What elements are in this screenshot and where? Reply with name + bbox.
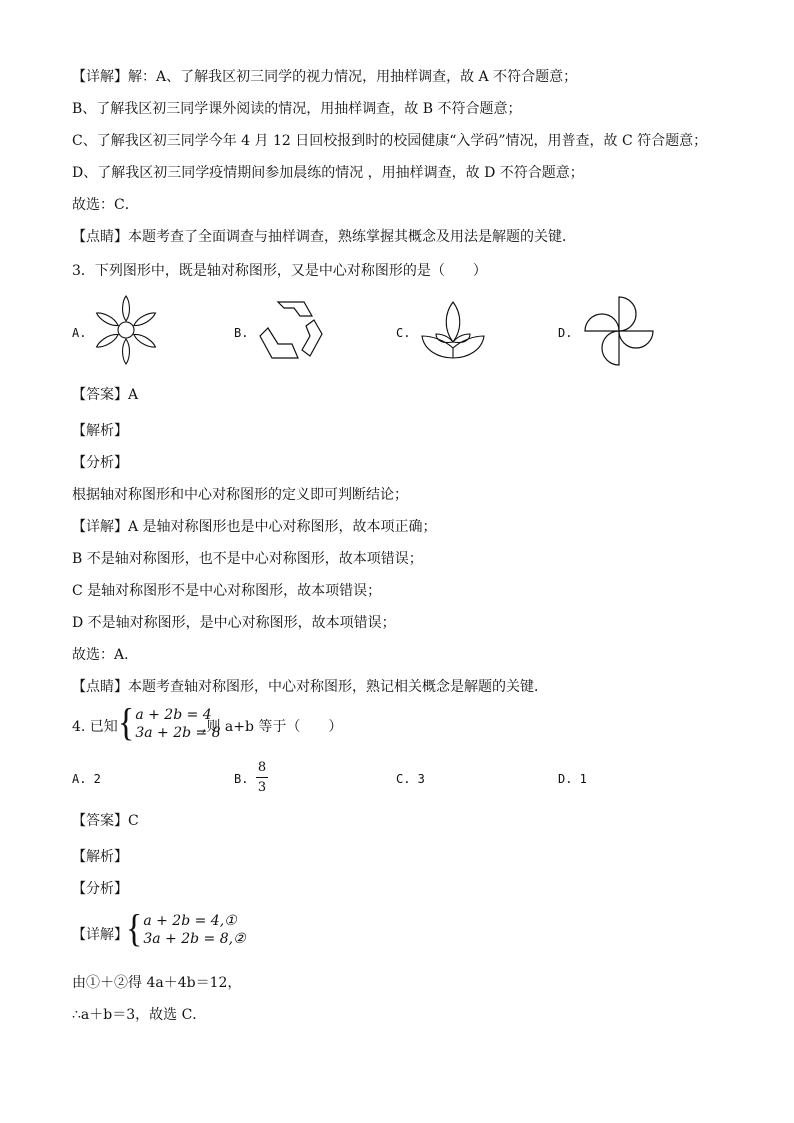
q4-option-b-fraction xyxy=(256,760,268,795)
q4-option-c: C. 3 xyxy=(396,772,425,786)
lotus-icon xyxy=(418,296,488,362)
q4-detail-label: 【详解】 xyxy=(72,927,128,943)
q3-option-a-label: A. xyxy=(72,326,87,340)
q3-choice: 故选：A． xyxy=(72,647,139,663)
fraction-bar xyxy=(256,777,268,778)
q3-detail-d: D 不是轴对称图形，是中心对称图形，故本项错误； xyxy=(72,615,396,631)
q4-detail-system xyxy=(126,908,246,951)
q2-detail-d: D、了解我区初三同学疫情期间参加晨练的情况 ，用抽样调查，故 D 不符合题意； xyxy=(72,165,584,181)
q3-analysis-sub: 【分析】 xyxy=(72,455,128,471)
q4-step1: 由①＋②得 4a＋4b＝12， xyxy=(72,975,242,991)
pinwheel-icon xyxy=(582,294,656,368)
q3-analysis-title: 【解析】 xyxy=(72,423,128,439)
q2-comment: 【点睛】本题考查了全面调查与抽样调查，熟练掌握其概念及用法是解题的关键． xyxy=(72,229,576,245)
flower-icon xyxy=(94,294,158,366)
q3-option-b-label: B. xyxy=(234,326,249,340)
q3-answer: 【答案】A xyxy=(72,387,139,403)
q4-step2: ∴a＋b＝3，故选 C． xyxy=(72,1007,207,1023)
q4-suffix: ,则 a+b 等于（ ） xyxy=(202,719,343,735)
q2-choice: 故选：C． xyxy=(72,197,139,213)
q3-detail-c: C 是轴对称图形不是中心对称图形，故本项错误； xyxy=(72,583,382,599)
q4-option-b-label: B. xyxy=(234,772,249,786)
recycle-icon xyxy=(258,298,324,362)
q4-analysis-title: 【解析】 xyxy=(72,849,128,865)
brace: { xyxy=(118,702,135,745)
q3-detail-b: B 不是轴对称图形，也不是中心对称图形，故本项错误； xyxy=(72,551,423,567)
q4-prefix: 4. 已知 xyxy=(72,719,118,735)
q2-detail: 【详解】解：A、了解我区初三同学的视力情况，用抽样调查，故 A 不符合题意； xyxy=(72,69,578,85)
brace: { xyxy=(126,908,143,951)
q2-detail-b: B、了解我区初三同学课外阅读的情况，用抽样调查，故 B 不符合题意； xyxy=(72,101,522,117)
q3-analysis-text: 根据轴对称图形和中心对称图形的定义即可判断结论； xyxy=(72,487,408,503)
q3-detail-a: 【详解】A 是轴对称图形也是中心对称图形，故本项正确； xyxy=(72,519,437,535)
q4-eq2: 3a + 2b = 8 xyxy=(135,725,221,741)
fraction-denominator: 3 xyxy=(257,780,267,795)
q3-question: 3．下列图形中，既是轴对称图形，又是中心对称图形的是（ ） xyxy=(72,263,487,279)
q3-option-d-label: D. xyxy=(558,326,573,340)
q4-answer: 【答案】C xyxy=(72,813,139,829)
q4-analysis-sub: 【分析】 xyxy=(72,881,128,897)
q3-option-c-label: C. xyxy=(396,326,411,340)
q4-detail-eq2: 3a + 2b = 8,② xyxy=(143,931,246,947)
q4-detail-eq1: a + 2b = 4,① xyxy=(143,913,237,929)
q4-eq1: a + 2b = 4 xyxy=(135,707,212,723)
q3-comment: 【点睛】本题考查轴对称图形，中心对称图形，熟记相关概念是解题的关键． xyxy=(72,679,548,695)
q4-option-a: A. 2 xyxy=(72,772,101,786)
q4-option-d: D. 1 xyxy=(558,772,587,786)
q2-detail-c: C、了解我区初三同学今年 4 月 12 日回校报到时的校园健康“入学码”情况，用普查，故 C 符合题意； xyxy=(72,133,708,149)
fraction-numerator: 8 xyxy=(257,760,267,775)
